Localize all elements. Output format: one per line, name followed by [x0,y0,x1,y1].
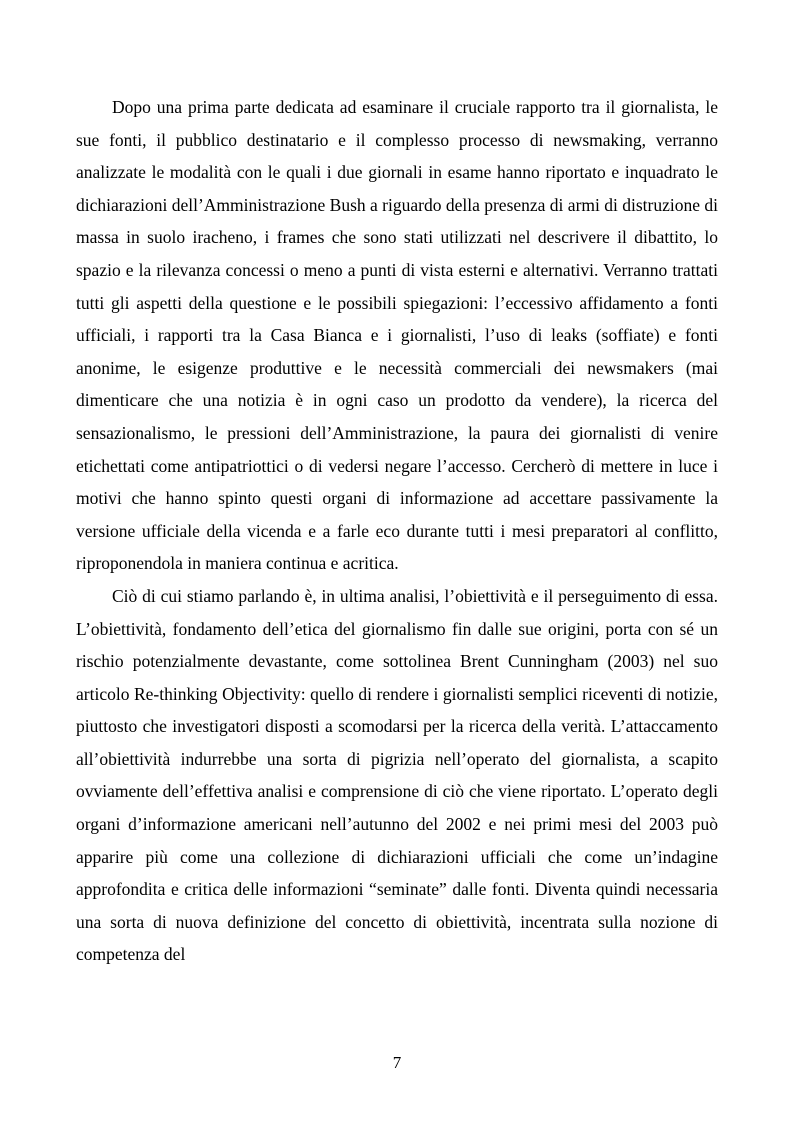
paragraph-1: Dopo una prima parte dedicata ad esaminare il cruciale rapporto tra il giornalista, le sue fonti, il pubblico destinatario e il complesso processo di newsmaking, verranno analizzate le modalità con le quali i due giornali in esame hanno riportato e inquadrato le dichiarazioni dell’Amministrazione Bush a riguardo della presenza di armi di distruzione di massa in suolo iracheno, i frames che sono stati utilizzati nel descrivere il dibattito, lo spazio e la rilevanza concessi o meno a punti di vista esterni e alternativi. Verranno trattati tutti gli aspetti della questione e le possibili spiegazioni: l’eccessivo affidamento a fonti ufficiali, i rapporti tra la Casa Bianca e i giornalisti, l’uso di leaks (soffiate) e fonti anonime, le esigenze produttive e le necessità commerciali dei newsmakers (mai dimenticare che una notizia è in ogni caso un prodotto da vendere), la ricerca del sensazionalismo, le pressioni dell’Amministrazione, la paura dei giornalisti di venire etichettati come antipatriottici o di vedersi negare l’accesso. Cercherò di mettere in luce i motivi che hanno spinto questi organi di informazione ad accettare passivamente la versione ufficiale della vicenda e a farle eco durante tutti i mesi preparatori al conflitto, riproponendola in maniera continua e acritica. [76,97,718,574]
page-number: 7 [392,1053,402,1072]
paragraph-2: Ciò di cui stiamo parlando è, in ultima analisi, l’obiettività e il perseguimento di essa. L’obiettività, fondamento dell’etica del giornalismo fin dalle sue origini, porta con sé un rischio potenzialmente devastante, come sottolinea Brent Cunningham (2003) nel suo articolo Re-thinking Objectivity: quello di rendere i giornalisti semplici riceventi di notizie, piuttosto che investigatori disposti a scomodarsi per la ricerca della verità. L’attaccamento all’obiettività indurrebbe una sorta di pigrizia nell’operato del giornalista, a scapito ovviamente dell’effettiva analisi e comprensione di ciò che viene riportato. L’operato degli organi d’informazione americani nell’autunno del 2002 e nei primi mesi del 2003 può apparire più come una collezione di dichiarazioni ufficiali che come un’indagine approfondita e critica delle informazioni “seminate” dalle fonti. Diventa quindi necessaria una sorta di nuova definizione del concetto di obiettività, incentrata sulla nozione di competenza del [76,585,718,965]
body-text [76,91,718,971]
